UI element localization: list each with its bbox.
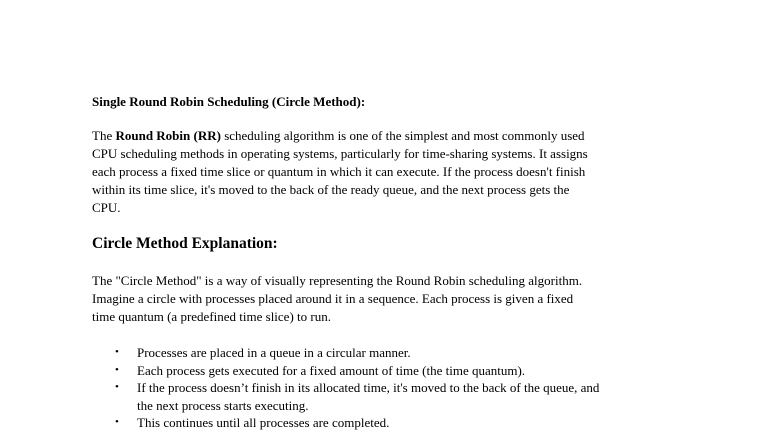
paragraph-line: CPU scheduling methods in operating systems, particularly for time-sharing systems. It assigns — [92, 146, 588, 161]
bullet-icon: • — [115, 346, 119, 358]
bullet-icon: • — [115, 363, 119, 376]
list-item — [92, 344, 712, 362]
bold-term-round-robin: Round Robin (RR) — [115, 128, 221, 143]
list-item-text: Each process gets executed for a fixed amount of time (the time quantum). — [137, 362, 526, 378]
list-item-text: Processes are placed in a queue in a circular manner. — [137, 345, 411, 360]
text-run: The — [92, 128, 116, 143]
paragraph-line: each process a fixed time slice or quantum in which it can execute. If the process doesn't finish — [92, 164, 586, 179]
list-item-text-continued: the next process starts executing. — [137, 397, 309, 413]
list-item-text: If the process doesn’t finish in its allocated time, it's moved to the back of the queue, and — [137, 380, 600, 395]
list-item — [92, 362, 712, 380]
list-item-text: This continues until all processes are completed. — [137, 415, 390, 430]
list-item — [92, 379, 712, 414]
section-heading-circle-method: Circle Method Explanation: — [92, 235, 278, 252]
paragraph-line — [92, 127, 692, 145]
bullet-icon: • — [115, 381, 119, 393]
bullet-icon: • — [115, 416, 119, 428]
paragraph-line: The "Circle Method" is a way of visually representing the Round Robin scheduling algorithm. — [92, 273, 583, 288]
paragraph-line: within its time slice, it's moved to the back of the ready queue, and the next process gets the — [92, 182, 570, 197]
list-item — [92, 414, 712, 432]
intro-paragraph — [92, 127, 692, 217]
paragraph-line: time quantum (a predefined time slice) to run. — [92, 309, 331, 324]
section-heading-round-robin: Single Round Robin Scheduling (Circle Method): — [92, 94, 366, 109]
bullet-list — [92, 344, 712, 432]
paragraph-line: Imagine a circle with processes placed around it in a sequence. Each process is given a fixed — [92, 291, 574, 306]
circle-method-paragraph — [92, 272, 692, 326]
paragraph-line: CPU. — [92, 200, 121, 215]
text-run: scheduling algorithm is one of the simplest and most commonly used — [220, 128, 585, 143]
